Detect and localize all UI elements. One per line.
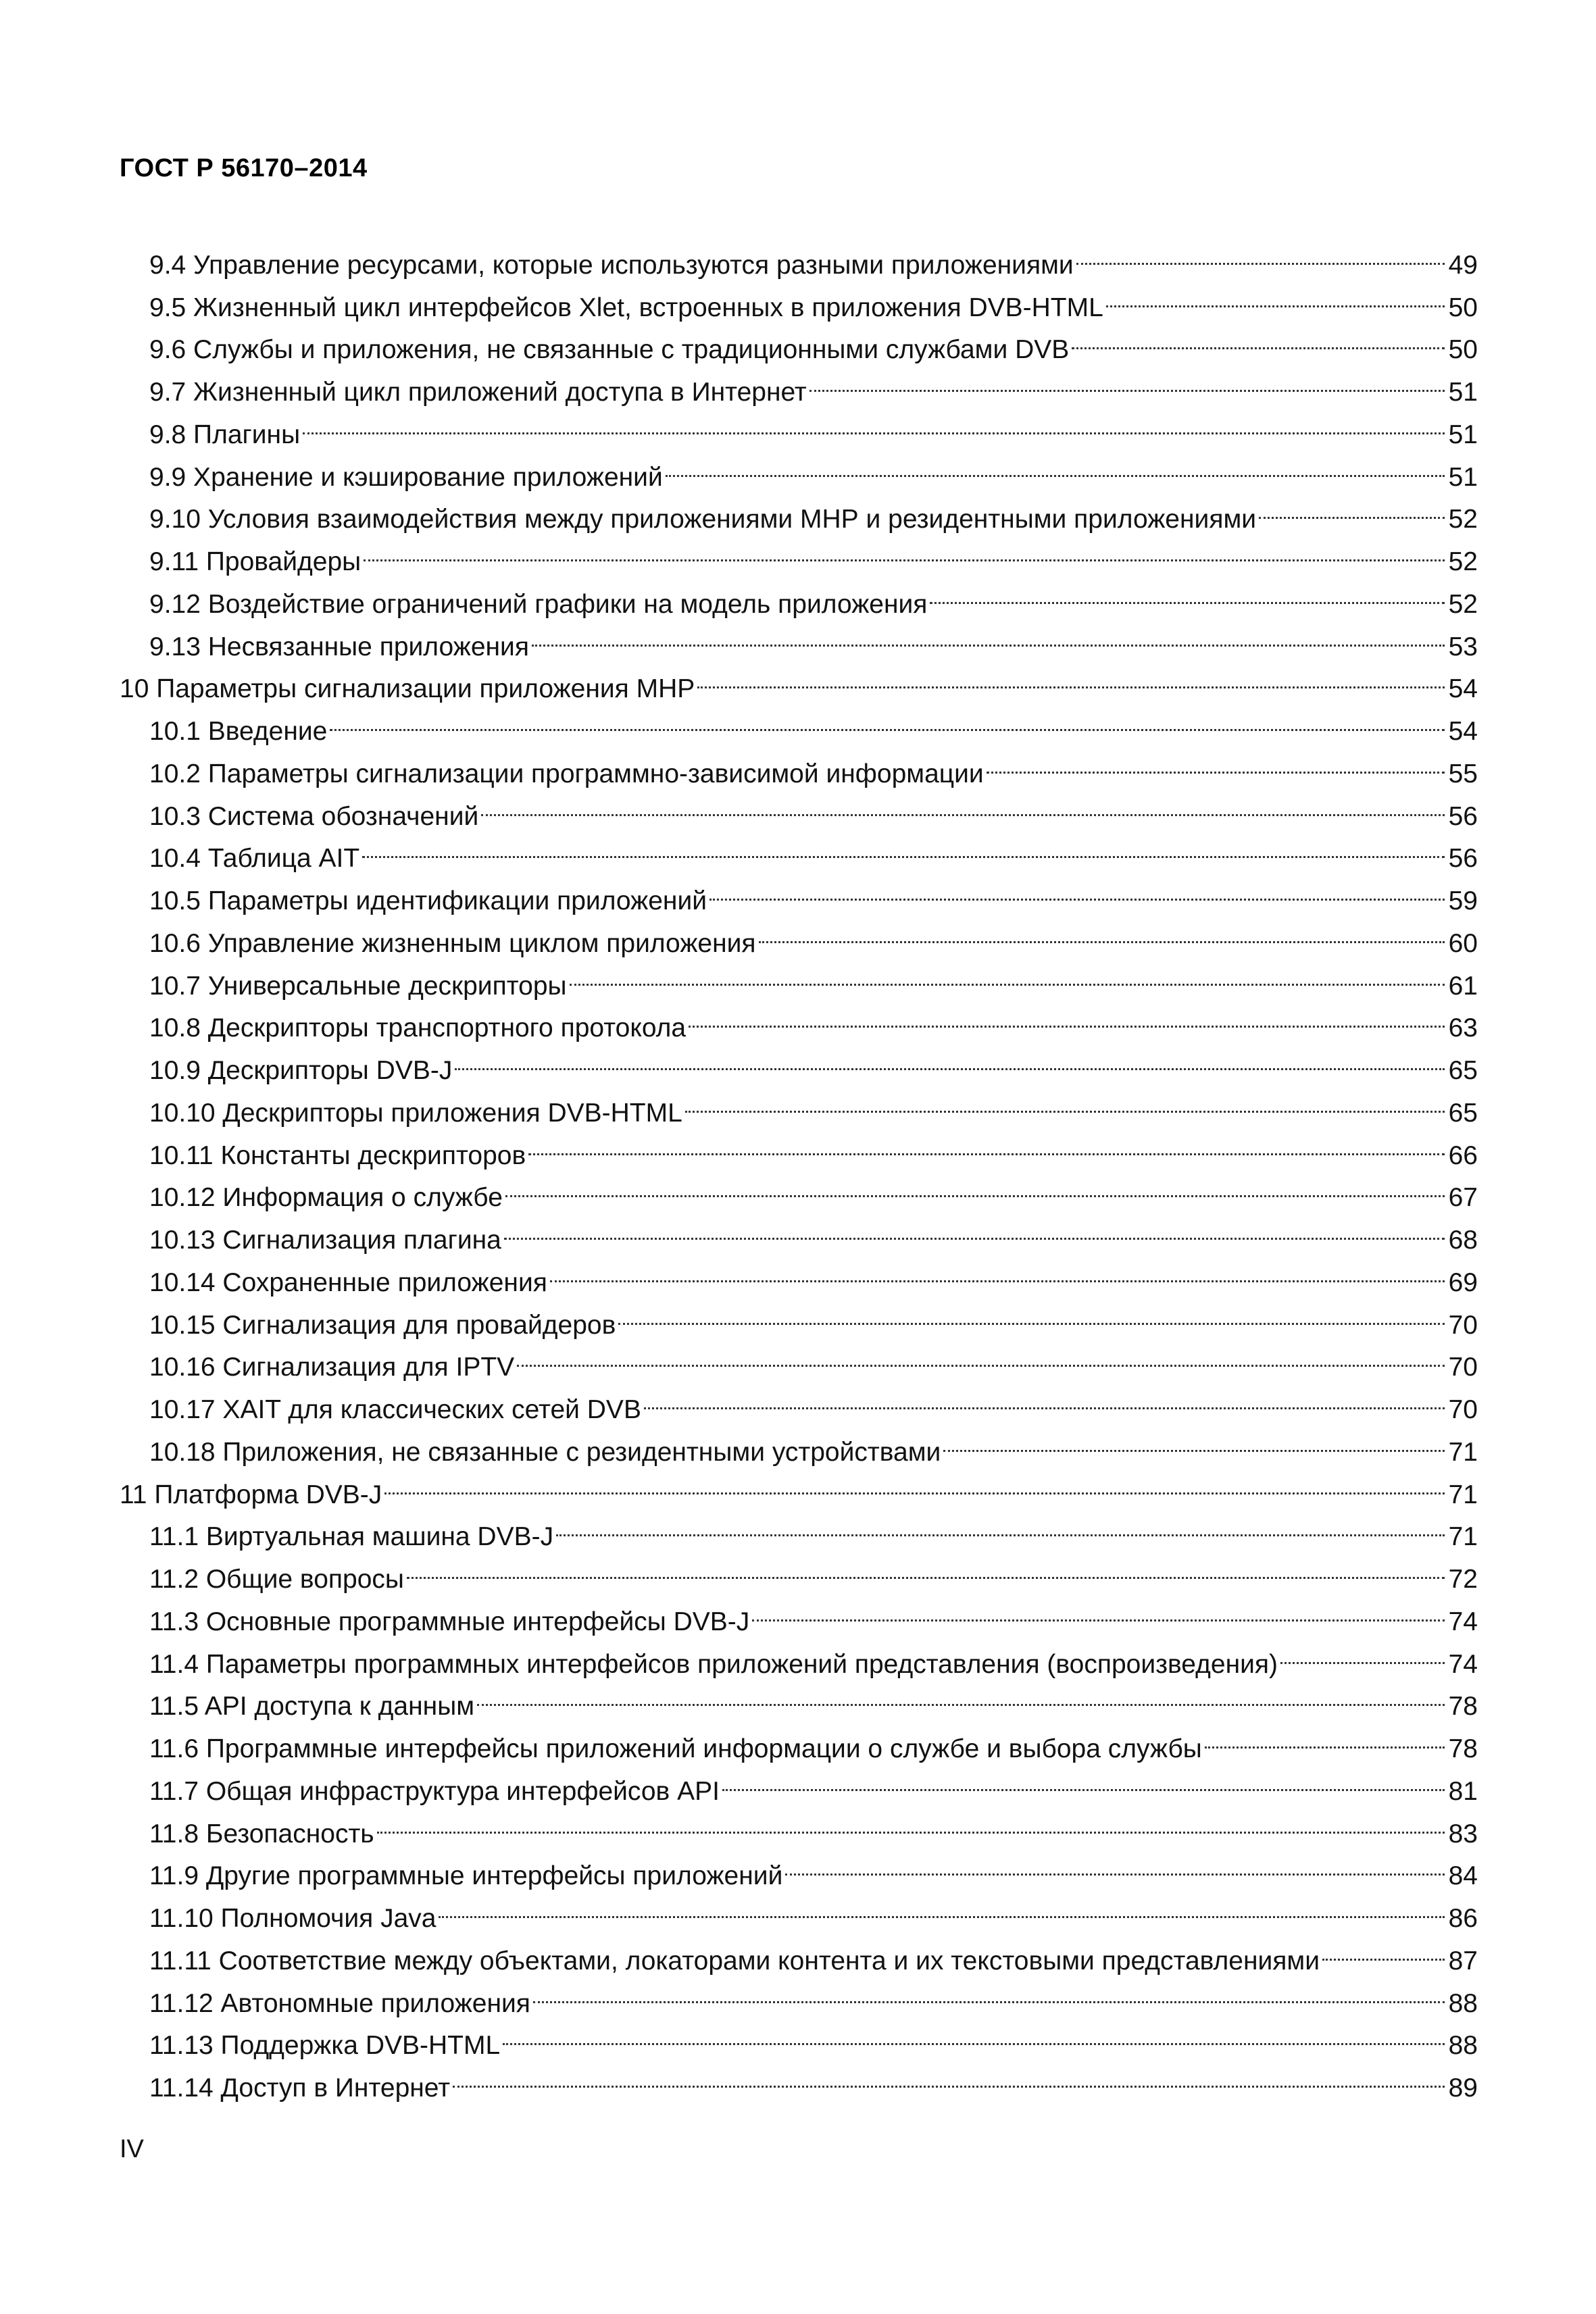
toc-entry-page: 52 <box>1448 505 1478 534</box>
toc-entry-title: 11.3 Основные программные интерфейсы DVB-J <box>149 1607 750 1636</box>
toc-entry-title: 11.14 Доступ в Интернет <box>149 2073 451 2103</box>
toc-entry-page: 78 <box>1448 1734 1478 1763</box>
toc-entry-title: 10.8 Дескрипторы транспортного протокола <box>149 1013 687 1043</box>
toc-dot-leader <box>697 655 1444 698</box>
toc-dot-leader <box>384 1461 1444 1503</box>
toc-entry[interactable] <box>120 401 1478 449</box>
toc-entry-title: 9.8 Плагины <box>149 420 301 449</box>
toc-entry-title: 10.4 Таблица AIT <box>149 844 360 874</box>
toc-entry-title: 9.7 Жизненный цикл приложений доступа в Интернет <box>149 378 807 407</box>
toc-entry-page: 74 <box>1448 1649 1478 1679</box>
toc-entry-title: 10.16 Сигнализация для IPTV <box>149 1353 515 1382</box>
toc-entry-page: 55 <box>1448 759 1478 788</box>
toc-entry-title: 11.4 Параметры программных интерфейсов приложений представления (воспроизведения) <box>149 1649 1278 1679</box>
toc-dot-leader <box>303 401 1445 443</box>
toc-entry-page: 86 <box>1448 1904 1478 1933</box>
toc-entry-page: 67 <box>1448 1183 1478 1213</box>
toc-entry-page: 49 <box>1448 250 1478 280</box>
toc-entry-page: 71 <box>1448 1522 1478 1552</box>
toc-dot-leader <box>503 2012 1444 2055</box>
toc-entry-page: 60 <box>1448 928 1478 958</box>
toc-dot-leader <box>481 782 1444 825</box>
toc-dot-leader <box>439 1884 1444 1927</box>
toc-dot-leader <box>407 1545 1445 1588</box>
toc-entry-title: 11.9 Другие программные интерфейсы приложений <box>149 1861 783 1891</box>
toc-dot-leader <box>987 740 1445 782</box>
toc-entry-title: 9.9 Хранение и кэширование приложений <box>149 462 663 492</box>
toc-entry-page: 61 <box>1448 971 1478 1001</box>
toc-dot-leader <box>556 1503 1445 1546</box>
toc-entry-title: 10.13 Сигнализация плагина <box>149 1226 501 1255</box>
toc-entry-title: 10.3 Система обозначений <box>149 801 479 831</box>
toc-entry-page: 68 <box>1448 1226 1478 1255</box>
toc-dot-leader <box>809 358 1445 401</box>
toc-dot-leader <box>364 528 1444 570</box>
toc-entry-page: 65 <box>1448 1056 1478 1085</box>
toc-entry-page: 71 <box>1448 1437 1478 1467</box>
toc-entry-title: 9.11 Провайдеры <box>149 547 361 576</box>
toc-dot-leader <box>517 1334 1444 1376</box>
toc-entry-title: 10.12 Информация о службе <box>149 1183 503 1213</box>
toc-entry-title: 9.6 Службы и приложения, не связанные с традиционными службами DVB <box>149 335 1070 365</box>
toc-entry-page: 63 <box>1448 1013 1478 1043</box>
toc-entry-title: 10.2 Параметры сигнализации программно-зависимой информации <box>149 759 984 788</box>
toc-dot-leader <box>666 443 1445 486</box>
toc-entry-title: 10.17 XAIT для классических сетей DVB <box>149 1395 641 1424</box>
toc-dot-leader <box>377 1800 1445 1842</box>
toc-entry-page: 88 <box>1448 2031 1478 2061</box>
toc-dot-leader <box>644 1376 1445 1418</box>
toc-dot-leader <box>362 825 1444 867</box>
toc-dot-leader <box>1280 1630 1445 1673</box>
toc-entry-title: 9.4 Управление ресурсами, которые используются разными приложениями <box>149 250 1074 280</box>
table-of-contents <box>120 231 1478 2103</box>
toc-entry-title: 9.12 Воздействие ограничений графики на модель приложения <box>149 589 928 619</box>
toc-entry-page: 51 <box>1448 378 1478 407</box>
toc-entry-title: 10.1 Введение <box>149 717 328 746</box>
toc-entry-page: 54 <box>1448 674 1478 704</box>
toc-entry-page: 81 <box>1448 1776 1478 1806</box>
toc-dot-leader <box>505 1164 1445 1207</box>
toc-entry-page: 51 <box>1448 420 1478 449</box>
toc-entry-page: 69 <box>1448 1267 1478 1297</box>
toc-entry-title: 10.15 Сигнализация для провайдеров <box>149 1310 616 1340</box>
toc-entry-page: 52 <box>1448 547 1478 576</box>
toc-entry-page: 87 <box>1448 1946 1478 1976</box>
toc-entry-page: 71 <box>1448 1480 1478 1509</box>
toc-entry-page: 70 <box>1448 1353 1478 1382</box>
toc-entry-page: 59 <box>1448 886 1478 915</box>
toc-entry-title: 11.2 Общие вопросы <box>149 1565 404 1594</box>
toc-entry-title: 9.13 Несвязанные приложения <box>149 632 529 661</box>
toc-entry-title: 10.9 Дескрипторы DVB-J <box>149 1056 453 1085</box>
toc-entry-title: 10.5 Параметры идентификации приложений <box>149 886 707 915</box>
toc-entry-title: 11 Платформа DVB-J <box>120 1480 382 1509</box>
toc-dot-leader <box>1106 274 1445 316</box>
toc-dot-leader <box>532 613 1445 655</box>
standard-header: ГОСТ Р 56170–2014 <box>120 154 368 182</box>
toc-entry-page: 50 <box>1448 293 1478 322</box>
toc-entry[interactable] <box>120 231 1478 280</box>
toc-dot-leader <box>453 2054 1445 2096</box>
toc-entry-title: 10 Параметры сигнализации приложения МНР <box>120 674 695 704</box>
toc-entry-title: 10.10 Дескрипторы приложения DVB-HTML <box>149 1098 682 1128</box>
toc-entry-title: 11.13 Поддержка DVB-HTML <box>149 2031 501 2061</box>
toc-dot-leader <box>930 570 1444 613</box>
toc-dot-leader <box>685 1079 1445 1122</box>
toc-entry-page: 70 <box>1448 1310 1478 1340</box>
toc-dot-leader <box>477 1673 1445 1715</box>
toc-entry-title: 10.7 Универсальные дескрипторы <box>149 971 567 1001</box>
toc-entry-title: 11.6 Программные интерфейсы приложений информации о службе и выбора службы <box>149 1734 1202 1763</box>
toc-entry-page: 88 <box>1448 1988 1478 2018</box>
toc-entry-title: 10.6 Управление жизненным циклом приложения <box>149 928 756 958</box>
toc-dot-leader <box>1322 1927 1445 1969</box>
toc-entry-page: 78 <box>1448 1692 1478 1721</box>
toc-entry-page: 72 <box>1448 1565 1478 1594</box>
toc-dot-leader <box>1072 316 1444 359</box>
toc-entry-page: 65 <box>1448 1098 1478 1128</box>
toc-dot-leader <box>618 1291 1444 1334</box>
toc-entry-title: 11.8 Безопасность <box>149 1819 374 1848</box>
toc-entry-page: 53 <box>1448 632 1478 661</box>
toc-dot-leader <box>709 867 1445 909</box>
toc-entry-page: 70 <box>1448 1395 1478 1424</box>
toc-dot-leader <box>1076 231 1445 274</box>
toc-dot-leader <box>785 1842 1444 1885</box>
toc-entry-title: 9.10 Условия взаимодействия между приложениями МНР и резидентными приложениями <box>149 505 1257 534</box>
toc-dot-leader <box>943 1418 1444 1461</box>
toc-entry[interactable] <box>120 443 1478 492</box>
toc-dot-leader <box>550 1249 1445 1291</box>
toc-entry-title: 11.11 Соответствие между объектами, локаторами контента и их текстовыми представлениями <box>149 1946 1320 1976</box>
page-number: IV <box>120 2135 144 2163</box>
toc-entry-page: 74 <box>1448 1607 1478 1636</box>
toc-entry-title: 11.7 Общая инфраструктура интерфейсов API <box>149 1776 720 1806</box>
toc-dot-leader <box>504 1206 1445 1249</box>
toc-entry-title: 11.12 Автономные приложения <box>149 1988 530 2018</box>
toc-entry-page: 56 <box>1448 844 1478 874</box>
toc-entry-page: 52 <box>1448 589 1478 619</box>
toc-entry-title: 11.10 Полномочия Java <box>149 1904 437 1933</box>
toc-entry-page: 50 <box>1448 335 1478 365</box>
toc-entry-page: 51 <box>1448 462 1478 492</box>
toc-dot-leader <box>1205 1715 1445 1757</box>
toc-entry-page: 56 <box>1448 801 1478 831</box>
toc-entry-title: 10.18 Приложения, не связанные с резидентными устройствами <box>149 1437 941 1467</box>
toc-entry-title: 9.5 Жизненный цикл интерфейсов Xlet, встроенных в приложения DVB-HTML <box>149 293 1103 322</box>
toc-entry-page: 83 <box>1448 1819 1478 1848</box>
toc-dot-leader <box>528 1122 1444 1164</box>
toc-entry-page: 84 <box>1448 1861 1478 1891</box>
toc-dot-leader <box>330 697 1444 740</box>
toc-entry-page: 54 <box>1448 717 1478 746</box>
toc-entry-page: 89 <box>1448 2073 1478 2103</box>
toc-dot-leader <box>752 1588 1444 1630</box>
toc-entry-title: 11.5 API доступа к данным <box>149 1692 475 1721</box>
toc-dot-leader <box>570 952 1445 995</box>
toc-entry-title: 11.1 Виртуальная машина DVB-J <box>149 1522 554 1552</box>
toc-dot-leader <box>533 1969 1445 2012</box>
toc-dot-leader <box>759 909 1445 952</box>
toc-dot-leader <box>1259 486 1445 528</box>
toc-dot-leader <box>455 1036 1444 1079</box>
toc-entry-title: 10.11 Константы дескрипторов <box>149 1140 526 1170</box>
toc-dot-leader <box>689 995 1444 1037</box>
toc-entry-title: 10.14 Сохраненные приложения <box>149 1267 547 1297</box>
toc-entry-page: 66 <box>1448 1140 1478 1170</box>
toc-dot-leader <box>722 1757 1445 1800</box>
